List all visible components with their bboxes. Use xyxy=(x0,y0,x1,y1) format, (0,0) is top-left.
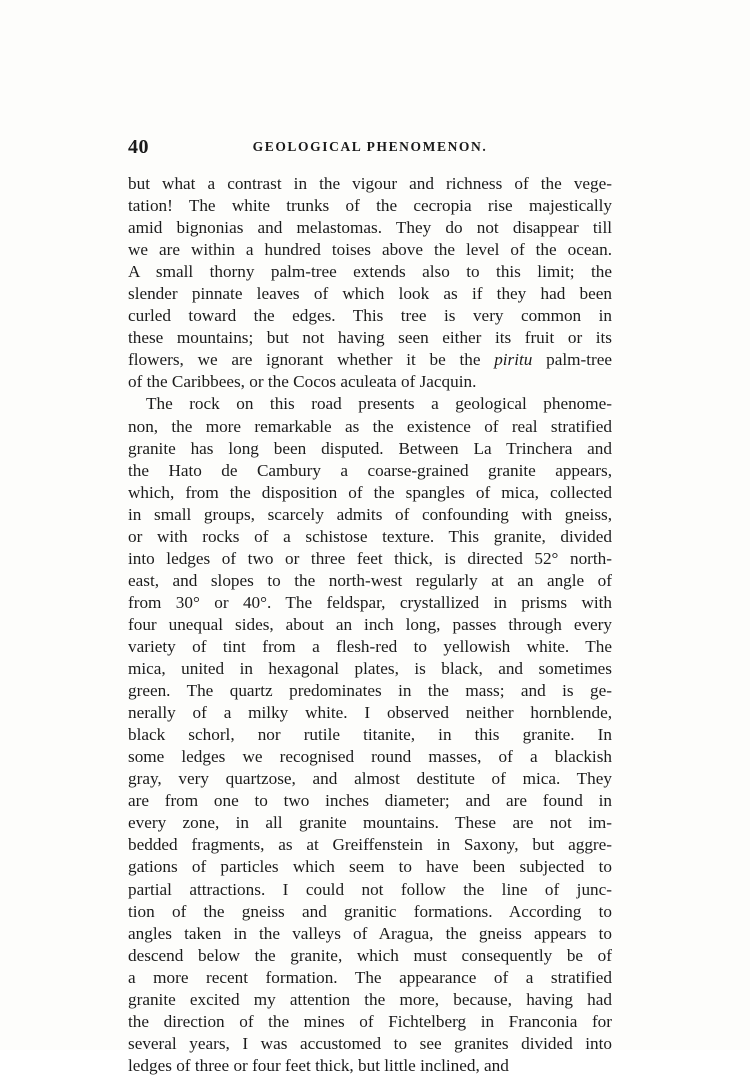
text-line: granite has long been disputed. Between La Trinchera and xyxy=(128,438,612,458)
text-line: slender pinnate leaves of which look as if they had been xyxy=(128,284,612,304)
text-line: some ledges we recognised round masses, of a blackish xyxy=(128,747,612,767)
page-number: 40 xyxy=(128,136,149,158)
text-line: the direction of the mines of Fichtelberg in Franconia for xyxy=(128,1011,612,1031)
text-line: a more recent formation. The appearance of a stratified xyxy=(128,967,612,987)
text-line: curled toward the edges. This tree is very common in xyxy=(128,306,612,326)
text-line: tation! The white trunks of the cecropia rise majestically xyxy=(128,196,612,216)
page-header xyxy=(128,136,612,166)
text-line: ledges of three or four feet thick, but little inclined, and xyxy=(128,1055,509,1075)
text-line: mica, united in hexagonal plates, is black, and sometimes xyxy=(128,659,612,679)
text-line: non, the more remarkable as the existence of real stratified xyxy=(128,416,612,436)
text-line: black schorl, nor rutile titanite, in this granite. In xyxy=(128,725,612,745)
text-segment: flowers, we are ignorant whether it be the xyxy=(128,350,495,370)
running-title: GEOLOGICAL PHENOMENON. xyxy=(252,139,488,154)
text-line: these mountains; but not having seen either its fruit or its xyxy=(128,328,612,348)
text-line: four unequal sides, about an inch long, passes through every xyxy=(128,614,612,634)
text-line: every zone, in all granite mountains. These are not im- xyxy=(128,813,612,833)
text-line: several years, I was accustomed to see granites divided into xyxy=(128,1033,612,1053)
text-line: descend below the granite, which must consequently be of xyxy=(128,945,612,965)
text-line xyxy=(128,349,612,371)
body-text xyxy=(128,173,612,1077)
italic-term: piritu xyxy=(494,350,533,370)
text-segment: palm-tree xyxy=(532,350,612,370)
text-line: we are within a hundred toises above the level of the ocean. xyxy=(128,240,612,260)
text-line: but what a contrast in the vigour and richness of the vege- xyxy=(128,174,612,193)
text-line: are from one to two inches diameter; and are found in xyxy=(128,791,612,811)
text-line: nerally of a milky white. I observed neither hornblende, xyxy=(128,703,612,723)
paragraph xyxy=(128,393,612,1076)
text-line: or with rocks of a schistose texture. This granite, divided xyxy=(128,526,612,546)
text-line: granite excited my attention the more, because, having had xyxy=(128,989,612,1009)
text-line: amid bignonias and melastomas. They do not disappear till xyxy=(128,218,612,238)
text-line: A small thorny palm-tree extends also to this limit; the xyxy=(128,262,612,282)
text-line: angles taken in the valleys of Aragua, the gneiss appears to xyxy=(128,923,612,943)
text-line: which, from the disposition of the spangles of mica, collected xyxy=(128,482,612,502)
text-line: the Hato de Cambury a coarse-grained granite appears, xyxy=(128,460,612,480)
paragraph xyxy=(128,173,612,393)
text-line: into ledges of two or three feet thick, is directed 52° north- xyxy=(128,548,612,568)
text-line: gray, very quartzose, and almost destitute of mica. They xyxy=(128,769,612,789)
text-line: green. The quartz predominates in the mass; and is ge- xyxy=(128,681,612,701)
text-line: The rock on this road presents a geological phenome- xyxy=(146,394,612,414)
text-line: tion of the gneiss and granitic formations. According to xyxy=(128,901,612,921)
text-line: partial attractions. I could not follow the line of junc- xyxy=(128,879,612,899)
text-line: east, and slopes to the north-west regularly at an angle of xyxy=(128,570,612,590)
text-line: variety of tint from a flesh-red to yellowish white. The xyxy=(128,636,612,656)
text-line: of the Caribbees, or the Cocos aculeata of Jacquin. xyxy=(128,372,477,392)
text-line: bedded fragments, as at Greiffenstein in Saxony, but aggre- xyxy=(128,835,612,855)
text-line: in small groups, scarcely admits of confounding with gneiss, xyxy=(128,504,612,524)
text-line: gations of particles which seem to have been subjected to xyxy=(128,857,612,877)
text-line: from 30° or 40°. The feldspar, crystallized in prisms with xyxy=(128,592,612,612)
